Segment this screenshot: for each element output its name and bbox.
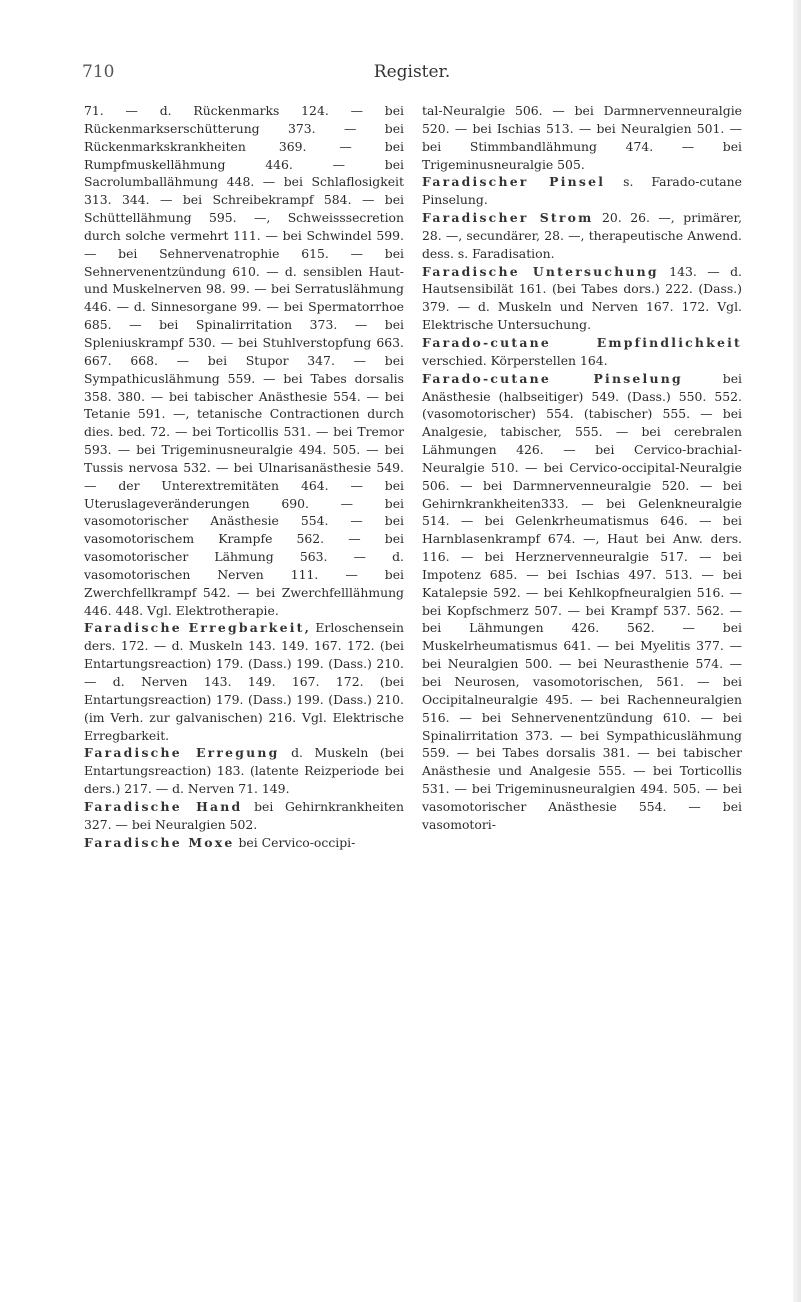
entry-text: 143. — d. Hautsensibilät 161. (bei Tabes dors.) 222. (Dass.) 379. — d. Muskeln und Nerven 167. 172. Vgl. Elektrische Untersuchung. <box>422 263 742 333</box>
entry-lemma: Faradische Erregbarkeit, <box>84 620 312 636</box>
index-entry <box>422 209 742 263</box>
index-entry <box>84 744 404 798</box>
index-entry <box>84 619 404 744</box>
index-entry <box>84 798 404 834</box>
index-entry <box>422 102 742 173</box>
right-column <box>422 102 742 834</box>
entry-text: bei Cervico-occipi- <box>234 834 356 850</box>
index-entry <box>422 263 742 334</box>
left-column <box>84 102 404 851</box>
entry-text: d. Muskeln (bei Entartungsreaction) 183. (latente Reizperiode bei ders.) 217. — d. Nerven 71. 149. <box>84 745 404 797</box>
index-entry <box>84 834 404 852</box>
entry-lemma: Farado-cutane Pinselung <box>422 370 683 386</box>
index-entry <box>422 334 742 370</box>
entry-text: verschied. Körperstellen 164. <box>422 352 608 368</box>
entry-text: 20. 26. —, primärer, 28. —, secundärer, 28. —, therapeutische Anwend. dess. s. Faradisation. <box>422 210 742 261</box>
entry-lemma: Faradische Untersuchung <box>422 263 659 279</box>
entry-lemma: Faradischer Strom <box>422 210 594 226</box>
index-entry <box>422 370 742 834</box>
entry-lemma: Faradische Erregung <box>84 745 280 761</box>
entry-text: s. Farado-cutane Pinselung. <box>422 174 742 208</box>
entry-text: 71. — d. Rückenmarks 124. — bei Rückenmarkserschütterung 373. — bei Rückenmarkskrankheiten 369. — bei Rumpfmuskellähmung 446. — bei Sacrolumballähmung 448. — bei Schlaflosigkeit 313. 344. — bei Schreibekrampf 584. — bei Schüttellähmung 595. —, Schweisssecretion durch solche vermehrt 111. — bei Schwindel 599. — bei Sehnervenatrophie 615. — bei Sehnervenentzündung 610. — d. sensiblen Haut- und Muskelnerven 98. 99. — bei Serratuslähmung 446. — d. Sinnesorgane 99. — bei Spermatorrhoe 685. — bei Spinalirritation 373. — bei Spleniuskrampf 530. — bei Stuhlverstopfung 663. 667. 668. — bei Stupor 347. — bei Sympathicuslähmung 559. — bei Tabes dorsalis 358. 380. — bei tabischer Anästhesie 554. — bei Tetanie 591. —, tetanische Contractionen durch dies. bed. 72. — bei Torticollis 531. — bei Tremor 593. — bei Trigeminusneuralgie 494. 505. — bei Tussis nervosa 532. — bei Ulnarisanästhesie 549. — der Unterextremitäten 464. — bei Uteruslageveränderungen 690. — bei vasomotorischer Anästhesie 554. — bei vasomotorischem Krampfe 562. — bei vasomotorischer Lähmung 563. — d. vasomotorischen Nerven 111. — bei Zwerchfellkrampf 542. — bei Zwerchfelllähmung 446. 448. Vgl. Elektrotherapie. <box>84 103 404 618</box>
running-title: Register. <box>373 62 451 82</box>
index-entry <box>84 102 404 619</box>
page-edge <box>793 0 801 1302</box>
entry-text: bei Gehirnkrankheiten 327. — bei Neuralgien 502. <box>84 798 404 832</box>
entry-lemma: Faradische Hand <box>84 798 243 814</box>
page-number: 710 <box>82 62 115 82</box>
entry-lemma: Farado-cutane Empfindlichkeit <box>422 334 742 350</box>
entry-lemma: Faradischer Pinsel <box>422 174 606 190</box>
entry-text: tal-Neuralgie 506. — bei Darmnervenneuralgie 520. — bei Ischias 513. — bei Neuralgien 501. — bei Stimmbandlähmung 474. — bei Trigeminusneuralgie 505. <box>422 103 742 172</box>
entry-text: bei Anästhesie (halbseitiger) 549. (Dass.) 550. 552. (vasomotorischer) 554. (tabischer) 555. — bei Analgesie, tabischer, 555. — bei cerebralen Lähmungen 426. — bei Cervico-brachial-Neuralgie 510. — bei Cervico-occipital-Neuralgie 506. — bei Darmnervenneuralgie 520. — bei Gehirnkrankheiten333. — bei Gelenkneuralgie 514. — bei Gelenkrheumatismus 646. — bei Harnblasenkrampf 674. —, Haut bei Anw. ders. 116. — bei Herznervenneuralgie 517. — bei Impotenz 685. — bei Ischias 497. 513. — bei Katalepsie 592. — bei Kehlkopfneuralgien 516. — bei Kopfschmerz 507. — bei Krampf 537. 562. — bei Lähmungen 426. 562. — bei Muskelrheumatismus 641. — bei Myelitis 377. — bei Neuralgien 500. — bei Neurasthenie 574. — bei Neurosen, vasomotorischen, 561. — bei Occipitalneuralgie 495. — bei Rachenneuralgien 516. — bei Sehnervenentzündung 610. — bei Spinalirritation 373. — bei Sympathicuslähmung 559. — bei Tabes dorsalis 381. — bei tabischer Anästhesie und Analgesie 555. — bei Torticollis 531. — bei Trigeminusneuralgien 494. 505. — bei vasomotorischer Anästhesie 554. — bei vasomotori- <box>422 370 743 832</box>
entry-lemma: Faradische Moxe <box>84 834 235 850</box>
index-entry <box>422 173 742 209</box>
page-header <box>82 62 742 88</box>
entry-text: Erloschensein ders. 172. — d. Muskeln 143. 149. 167. 172. (bei Entartungsreaction) 179. (Dass.) 199. (Dass.) 210. — d. Nerven 143. 149. 167. 172. (bei Entartungsreaction) 179. (Dass.) 199. (Dass.) 210. (im Verh. zur galvanischen) 216. Vgl. Elektrische Erregbarkeit. <box>84 620 404 743</box>
